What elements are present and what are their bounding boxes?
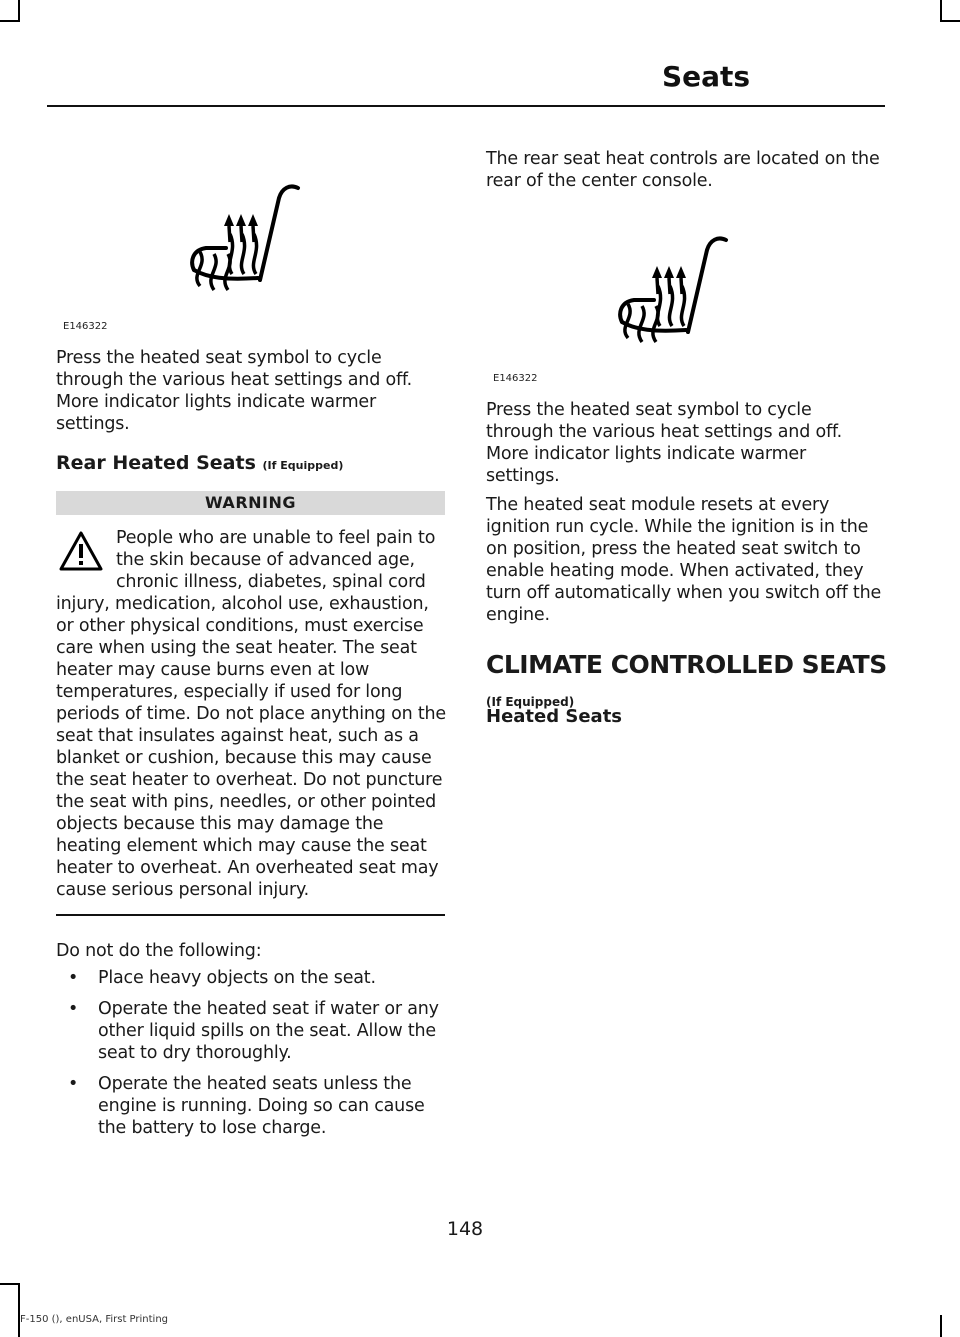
paragraph: The heated seat module resets at every ignition run cycle. While the ignition is in the on position, press the heated seat switch to enable heating mode. When activated, they turn off automatically when you switch off the engine.	[486, 495, 882, 625]
warning-text: People who are unable to feel pain to the skin because of advanced age, chronic illness, diabetes, spinal cord injury, medication, alcohol use, exhaustion, or other physical conditions, must exercise care when using the seat heater. The seat heater may cause burns even at low temperatures, especially if used for long periods of time. Do not place anything on the seat that insulates against heat, such as a blanket or cushion, because this may cause the seat heater to overheat. Do not puncture the seat with pins, needles, or other pointed objects because this may damage the heating element which may cause the seat heater to overheat. An overheated seat may cause serious personal injury.	[56, 528, 446, 900]
bullet-list	[56, 967, 448, 1148]
warning-rule	[56, 914, 445, 916]
crop-mark	[940, 1315, 942, 1337]
icon-code: E146322	[493, 373, 538, 384]
crop-mark	[18, 1283, 20, 1337]
page-title	[0, 60, 938, 93]
chapter-heading: CLIMATE CONTROLLED SEATS	[486, 650, 887, 679]
paragraph: Do not do the following:	[56, 941, 262, 961]
section-heading	[56, 451, 448, 478]
edition-note: F-150 (), enUSA, First Printing	[20, 1314, 169, 1325]
heated-seat-icon	[186, 182, 306, 298]
section-heading-text: Rear Heated Seats	[56, 452, 256, 474]
crop-mark	[18, 0, 20, 22]
icon-spacer	[56, 527, 116, 591]
page-number: 148	[446, 1218, 484, 1240]
header-rule	[47, 105, 885, 107]
paragraph: Press the heated seat symbol to cycle through the various heat settings and off. More indicator lights indicate warmer settings.	[56, 348, 412, 434]
warning-label: WARNING	[56, 491, 445, 515]
heated-seat-icon	[614, 234, 734, 350]
list-item: • Place heavy objects on the seat.	[56, 967, 448, 989]
icon-code: E146322	[63, 321, 108, 332]
if-equipped-note: (If Equipped)	[262, 459, 344, 472]
subsection-heading: Heated Seats	[486, 706, 623, 727]
paragraph: The rear seat heat controls are located on the rear of the center console.	[486, 149, 880, 191]
if-equipped-note: (If Equipped)	[486, 695, 575, 709]
crop-mark	[940, 0, 942, 22]
crop-mark	[0, 20, 20, 22]
page-title-text: Seats	[661, 60, 751, 93]
crop-mark	[0, 1283, 20, 1285]
list-item: • Operate the heated seats unless the engine is running. Doing so can cause the battery to lose charge.	[56, 1073, 448, 1139]
paragraph: Press the heated seat symbol to cycle through the various heat settings and off. More indicator lights indicate warmer settings.	[486, 400, 842, 486]
list-item: • Operate the heated seat if water or any other liquid spills on the seat. Allow the seat to dry thoroughly.	[56, 998, 448, 1064]
crop-mark	[940, 20, 960, 22]
